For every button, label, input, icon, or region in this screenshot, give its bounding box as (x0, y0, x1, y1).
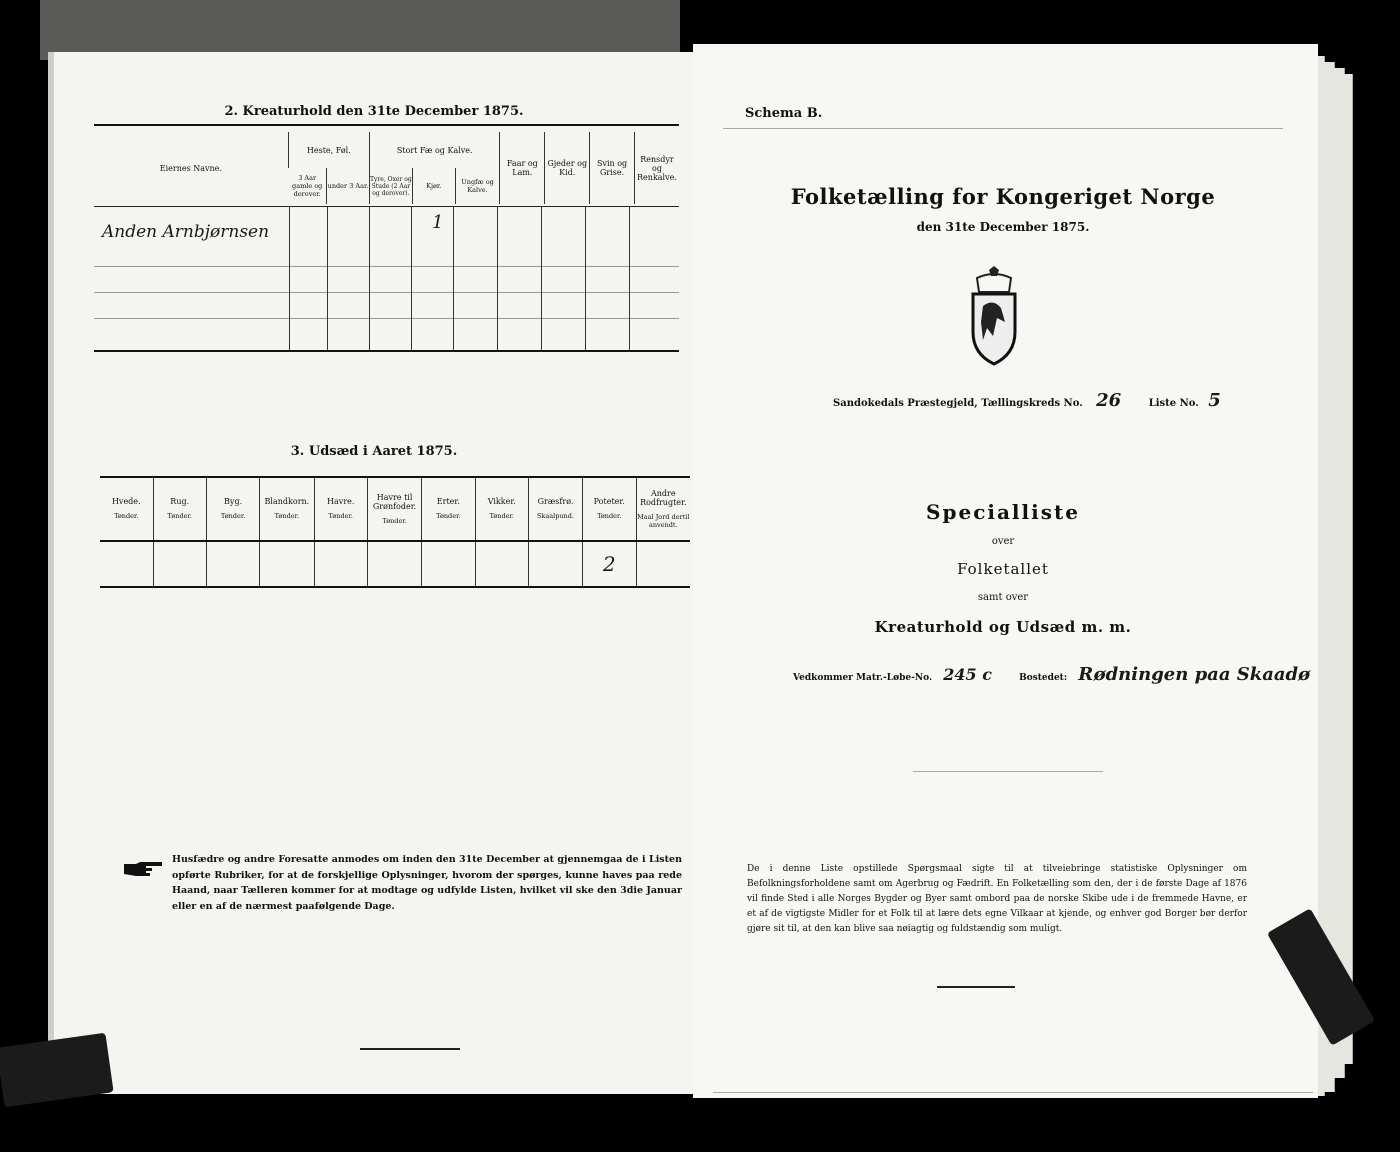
seed-header-cell (475, 478, 529, 539)
cattle-young-header: Ungfæ og Kalve. (455, 168, 500, 204)
mid-rule (913, 771, 1103, 772)
norway-coat-of-arms-icon (963, 266, 1025, 366)
seed-header-rule (100, 540, 690, 542)
special-list-title: Specialliste (926, 500, 1080, 524)
seed-value-cell (206, 539, 259, 588)
cattle-bulls-header: Tyre, Oxer og Stude (2 Aar og derover). (369, 168, 412, 204)
footer-rule (937, 986, 1015, 988)
livestock-table (94, 132, 679, 204)
seed-value-cell (153, 539, 206, 588)
cows-count: 1 (432, 212, 444, 233)
kreaturhold-text: Kreaturhold og Udsæd m. m. (874, 618, 1132, 636)
seed-table (100, 478, 690, 588)
seed-header-name: Byg. (224, 497, 243, 507)
right-page (693, 44, 1318, 1098)
seed-header-cell (100, 478, 153, 539)
cattle-header: Stort Fæ og Kalve. (369, 132, 500, 168)
seed-value-cell: 2 (582, 539, 636, 588)
seed-header-cell (206, 478, 259, 539)
owner-name: Anden Arnbjørnsen (102, 222, 270, 242)
parish-label: Sandokedals Præstegjeld, (833, 398, 978, 409)
bosted-label: Bostedet: (1019, 673, 1068, 683)
matr-number: 245 c (943, 665, 992, 684)
district-number: 26 (1096, 390, 1122, 411)
sheep-header: Faar og Lam. (500, 132, 545, 204)
seed-header-name: Rug. (170, 497, 190, 507)
district-label: Tællingskreds No. (981, 398, 1083, 409)
seed-header-unit: Tønder. (489, 512, 514, 521)
matr-label: Vedkommer Matr.-Løbe-No. (793, 673, 933, 683)
table-top-rule (94, 124, 679, 126)
seed-value-cell (475, 539, 529, 588)
owner-header: Eiernes Navne. (159, 163, 222, 173)
schema-label: Schema B. (745, 106, 823, 121)
seed-value-cell (422, 539, 475, 588)
samt-over-text: samt over (977, 592, 1029, 603)
seed-header-cell (636, 478, 690, 539)
seed-header-name: Poteter. (593, 497, 625, 507)
seed-header-cell (529, 478, 583, 539)
seed-header-cell (314, 478, 367, 539)
seed-header-unit: Tønder. (597, 512, 622, 521)
section3-title: 3. Udsæd i Aaret 1875. (290, 444, 458, 459)
seed-header-unit: Tønder. (274, 512, 300, 521)
notice-text: Husfædre og andre Foresatte anmodes om inden den 31te December at gjennemgaa de i Listen opførte Rubriker, for at de forskjellige Oplysninger, hvorom der spørges, kunne haves paa rede Haand, naar Tælleren kommer for at modtage og udfylde Listen, hvilket vil ske den 3die Januar eller en af de nærmest paafølgende Dage. (172, 854, 682, 912)
pigs-header: Svin og Grise. (590, 132, 635, 204)
seed-header-unit: Tønder. (382, 516, 407, 525)
seed-header-name: Havre til Grønfoder. (372, 492, 417, 511)
list-number: 5 (1208, 390, 1221, 411)
seed-header-unit: Maal Jord dertil anvendt. (637, 512, 690, 529)
right-top-rule (723, 128, 1283, 129)
census-date: den 31te December 1875. (916, 220, 1090, 234)
seed-table-bottom-rule (100, 586, 690, 588)
seed-header-unit: Tønder. (167, 512, 192, 521)
closing-rule (360, 1048, 460, 1050)
right-bottom-rule (713, 1092, 1313, 1093)
seed-header-name: Blandkorn. (264, 497, 310, 507)
seed-header-name: Vikker. (487, 497, 516, 507)
reindeer-header: Rensdyr og Renkalve. (634, 132, 679, 204)
over-text: over (991, 536, 1015, 547)
seed-header-cell (367, 478, 421, 539)
matr-line (793, 664, 1313, 685)
parish-line (833, 390, 1293, 411)
seed-value-cell (367, 539, 421, 588)
seed-header-cell (153, 478, 206, 539)
seed-header-name: Hvede. (111, 497, 141, 507)
horses-old-header: 3 Aar gamle og derover. (292, 174, 323, 198)
census-title: Folketælling for Kongeriget Norge (790, 184, 1216, 209)
horses-young-header: under 3 Aar. (327, 168, 370, 204)
cattle-cows-header: Kjør. (412, 168, 455, 204)
seed-header-cell (582, 478, 636, 539)
seed-value-cell (260, 539, 314, 588)
seed-header-unit: Tønder. (220, 512, 246, 521)
seed-value-cell (100, 539, 153, 588)
binder-tab-left (0, 1033, 114, 1108)
seed-value-cell (529, 539, 583, 588)
seed-header-cell (260, 478, 314, 539)
footer-text: De i denne Liste opstillede Spørgsmaal sigte til at tilveiebringe statistiske Oplysninger om Befolkningsforholdene samt om Agerbrug og Fædrift. En Folketælling som den, der i de første Dage af 1876 vil finde Sted i alle Norges Bygder og Byer samt ombord paa de norske Skibe ude i de fremmede Havne, er et af de vigtigste Midler for et Folk til at lære dets egne Vilkaar at kjende, og enhver god Borger bør derfor gjøre sit til, at den kan blive saa nøiagtig og fuldstændig som muligt. (747, 864, 1247, 934)
page-stack-edge (1342, 74, 1353, 1064)
seed-header-unit: Tønder. (328, 512, 353, 521)
seed-header-name: Erter. (436, 497, 460, 507)
seed-header-name: Græsfrø. (537, 497, 574, 507)
seed-header-unit: Tønder. (114, 512, 139, 521)
seed-value-cell (636, 539, 690, 588)
left-page (48, 52, 694, 1094)
seed-header-name: Andre Rodfrugter. (640, 488, 687, 507)
seed-header-name: Havre. (327, 497, 355, 507)
seed-header-cell (422, 478, 475, 539)
pointing-hand-icon (122, 860, 164, 878)
seed-header-unit: Skaalpund. (536, 512, 574, 521)
list-label: Liste No. (1148, 398, 1199, 409)
goats-header: Gjeder og Kid. (545, 132, 590, 204)
section2-title: 2. Kreaturhold den 31te December 1875. (224, 104, 524, 119)
scan-background-top (40, 0, 680, 60)
horses-header: Heste, Føl. (288, 132, 369, 168)
folketallet-text: Folketallet (957, 560, 1049, 578)
seed-header-unit: Tønder. (436, 512, 461, 521)
seed-value-cell (314, 539, 367, 588)
bosted-value: Rødningen paa Skaadø (1078, 664, 1311, 685)
